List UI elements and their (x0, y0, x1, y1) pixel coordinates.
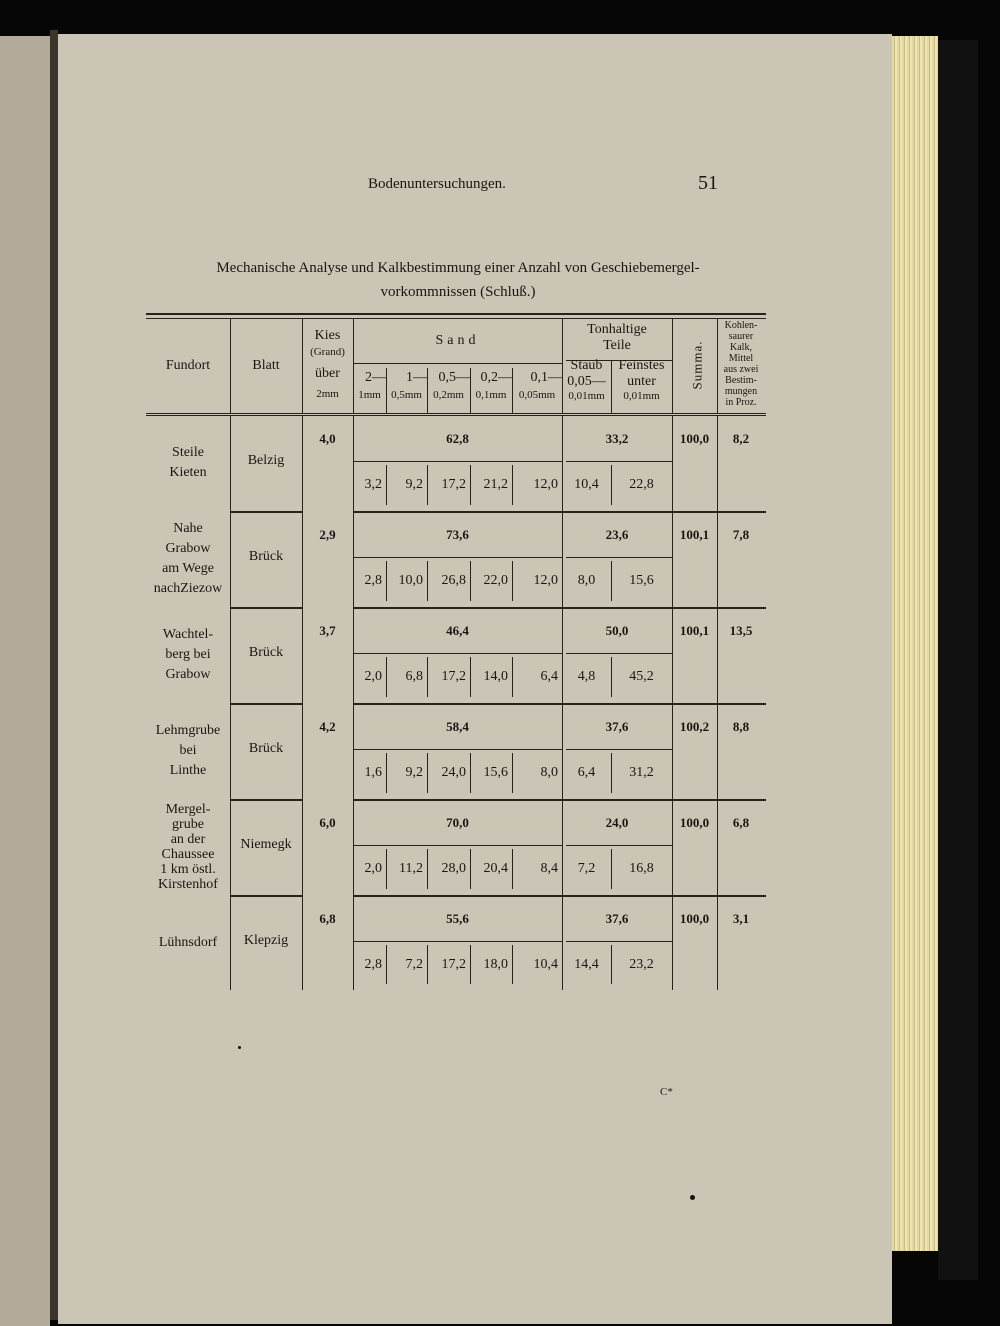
summa-value: 100,0 (679, 431, 710, 446)
fundort-line: Grabow (165, 541, 211, 556)
blatt-value: Klepzig (243, 933, 289, 948)
blatt-value: Brück (248, 741, 284, 756)
header-staub-range: 0,05— (567, 374, 606, 389)
rule-line (353, 461, 562, 462)
fundort-line: Linthe (169, 763, 207, 778)
fundort-line: Mergel- (165, 802, 211, 817)
rule-line (353, 895, 766, 897)
header-staub: Staub (570, 358, 603, 373)
fundort-line: Chaussee (161, 847, 215, 862)
kalk-value: 6,8 (732, 815, 750, 830)
ton-total: 50,0 (605, 623, 629, 638)
summa-value: 100,1 (679, 527, 710, 542)
sand-fraction-value: 26,8 (441, 573, 466, 588)
sand-fraction-value: 8,4 (540, 861, 558, 876)
rule-line (230, 799, 302, 801)
sand-fraction-value: 17,2 (441, 477, 466, 492)
sand-fraction-value: 2,8 (364, 957, 382, 972)
rule-line (353, 749, 562, 750)
header-blatt: Blatt (252, 358, 280, 373)
kalk-value: 7,8 (732, 527, 750, 542)
header-kalk-line: aus zwei (723, 364, 759, 375)
blatt-value: Niemegk (240, 837, 292, 852)
sand-fraction-value: 20,4 (483, 861, 508, 876)
header-summa (677, 340, 717, 390)
rule-line (230, 511, 302, 513)
page-edges (892, 36, 938, 1251)
kalk-value: 8,2 (732, 431, 750, 446)
header-sand-fraction: 1— (406, 370, 427, 385)
sand-fraction-value: 12,0 (533, 573, 558, 588)
caption-line-2: vorkommnissen (Schluß.) (380, 284, 536, 300)
staub-value: 10,4 (574, 477, 599, 492)
header-kies-grand: (Grand) (310, 346, 345, 358)
sand-total: 58,4 (446, 719, 469, 734)
sand-fraction-value: 2,0 (364, 861, 382, 876)
ton-total: 37,6 (605, 719, 629, 734)
kies-value: 4,0 (319, 431, 336, 446)
caption-line-1: Mechanische Analyse und Kalkbestimmung einer Anzahl von Geschiebemergel- (216, 260, 700, 276)
sand-fraction-value: 17,2 (441, 957, 466, 972)
header-sand: Sand (435, 333, 480, 348)
staub-value: 8,0 (577, 573, 596, 588)
header-sand-fraction-unit: 1mm (358, 389, 381, 401)
header-kalk-line: in Proz. (725, 397, 757, 408)
header-kalk-line: Bestim- (725, 375, 757, 386)
blatt-value: Brück (248, 549, 284, 564)
rule-line (566, 941, 672, 942)
column-line (672, 318, 673, 413)
rule-line (566, 845, 672, 846)
sand-fraction-value: 17,2 (441, 669, 466, 684)
sand-total: 73,6 (446, 527, 469, 542)
header-kalk-line: Mittel (728, 353, 754, 364)
fundort-line: nachZiezow (153, 581, 223, 596)
staub-value: 7,2 (577, 861, 596, 876)
kies-value: 2,9 (319, 527, 336, 542)
sand-fraction-value: 6,8 (405, 669, 423, 684)
sand-total: 62,8 (446, 431, 469, 446)
blatt-value: Belzig (247, 453, 285, 468)
sand-fraction-value: 14,0 (483, 669, 508, 684)
rule-line (353, 557, 562, 558)
staub-value: 6,4 (577, 765, 596, 780)
running-title: Bodenuntersuchungen. (368, 176, 506, 192)
sand-fraction-value: 21,2 (483, 477, 508, 492)
feinstes-value: 16,8 (629, 861, 654, 876)
sand-fraction-value: 6,4 (540, 669, 558, 684)
header-sand-fraction-unit: 0,5mm (391, 389, 422, 401)
sand-total: 55,6 (446, 911, 469, 926)
rule-line (146, 413, 766, 414)
sand-total: 46,4 (446, 623, 469, 638)
header-sand-fraction: 0,1— (530, 370, 562, 385)
header-sand-fraction: 2— (365, 370, 386, 385)
rule-line (353, 363, 562, 364)
summa-value: 100,1 (679, 623, 710, 638)
ton-total: 24,0 (605, 815, 629, 830)
sand-fraction-value: 10,0 (398, 573, 423, 588)
header-sand-fraction: 0,5— (438, 370, 470, 385)
header-sand-fraction: 0,2— (480, 370, 512, 385)
sand-fraction-value: 1,6 (364, 765, 382, 780)
header-summa-label: Summa. (689, 340, 705, 390)
staub-value: 4,8 (577, 669, 596, 684)
header-kies-ueber: über (315, 366, 340, 381)
ton-total: 33,2 (605, 431, 629, 446)
sand-fraction-value: 10,4 (533, 957, 558, 972)
fundort-line: an der (170, 832, 206, 847)
fundort-line: bei (179, 743, 197, 758)
left-page-edge (0, 36, 50, 1326)
header-kies-2mm: 2mm (316, 388, 339, 400)
rule-line (353, 799, 766, 801)
blatt-value: Brück (248, 645, 284, 660)
rule-line (146, 415, 766, 416)
header-kalk-line: mungen (724, 386, 758, 397)
book-gutter (50, 30, 58, 1320)
book-cover-edge (938, 40, 978, 1280)
rule-line (353, 607, 766, 609)
printer-signature: C* (660, 1086, 673, 1098)
fundort-line: Steile (172, 445, 204, 460)
kalk-value: 13,5 (729, 623, 753, 638)
sand-total: 70,0 (446, 815, 469, 830)
sand-fraction-value: 22,0 (483, 573, 508, 588)
header-kalk-line: Kalk, (730, 342, 752, 353)
summa-value: 100,2 (679, 719, 710, 734)
sand-fraction-value: 9,2 (405, 765, 423, 780)
ton-total: 37,6 (605, 911, 629, 926)
header-sand-fraction-unit: 0,1mm (475, 389, 507, 401)
fundort-line: Kirstenhof (158, 877, 218, 892)
fundort-line: Nahe (173, 521, 203, 536)
header-kies: Kies (314, 328, 341, 343)
rule-line (353, 703, 766, 705)
rule-line (353, 941, 562, 942)
sand-fraction-value: 28,0 (441, 861, 466, 876)
header-sand-fraction-unit: 0,2mm (433, 389, 464, 401)
feinstes-value: 45,2 (629, 669, 654, 684)
rule-line (146, 318, 766, 319)
rule-line (566, 653, 672, 654)
fundort-line: berg bei (165, 647, 211, 662)
staub-value: 14,4 (574, 957, 599, 972)
header-tonhaltige: Tonhaltige (587, 322, 647, 337)
feinstes-value: 22,8 (629, 477, 654, 492)
header-staub-unit: 0,01mm (568, 390, 605, 402)
rule-line (230, 703, 302, 705)
fundort-line: grube (172, 817, 204, 832)
kies-value: 4,2 (319, 719, 336, 734)
rule-line (230, 895, 302, 897)
fundort-line: Lühnsdorf (158, 934, 218, 950)
rule-line (566, 461, 672, 462)
sand-fraction-value: 12,0 (533, 477, 558, 492)
sand-fraction-value: 3,2 (364, 477, 382, 492)
page-number: 51 (698, 172, 718, 194)
sand-fraction-value: 18,0 (483, 957, 508, 972)
fundort-line: Grabow (165, 667, 211, 682)
kies-value: 6,8 (319, 911, 336, 926)
summa-value: 100,0 (679, 815, 710, 830)
kies-value: 6,0 (319, 815, 336, 830)
fundort-line: Wachtel- (162, 627, 214, 642)
feinstes-value: 31,2 (629, 765, 654, 780)
fundort-line: am Wege (162, 561, 214, 576)
rule-line (353, 653, 562, 654)
ink-speck (690, 1195, 695, 1200)
rule-line (353, 511, 766, 513)
fundort-line: Kieten (169, 465, 207, 480)
sand-fraction-value: 8,0 (540, 765, 558, 780)
sand-fraction-value: 24,0 (441, 765, 466, 780)
header-unter: unter (627, 374, 656, 389)
sand-fraction-value: 2,8 (364, 573, 382, 588)
sand-fraction-value: 11,2 (399, 861, 423, 876)
rule-line (566, 557, 672, 558)
ton-total: 23,6 (605, 527, 629, 542)
fundort-line: Lehmgrube (155, 723, 221, 738)
header-feinstes-unit: 0,01mm (623, 390, 660, 402)
header-sand-fraction-unit: 0,05mm (518, 389, 556, 401)
sand-fraction-value: 2,0 (364, 669, 382, 684)
header-feinstes: Feinstes (618, 358, 665, 373)
header-fundort: Fundort (165, 358, 211, 373)
feinstes-value: 23,2 (629, 957, 654, 972)
summa-value: 100,0 (679, 911, 710, 926)
fundort-line: 1 km östl. (160, 862, 216, 877)
ink-speck (238, 1046, 241, 1049)
header-kalk-line: saurer (728, 331, 754, 342)
header-kalk-line: Kohlen- (724, 320, 758, 331)
sand-fraction-value: 7,2 (405, 957, 423, 972)
sand-fraction-value: 15,6 (483, 765, 508, 780)
rule-line (146, 313, 766, 315)
kalk-value: 3,1 (732, 911, 750, 926)
sand-fraction-value: 9,2 (405, 477, 423, 492)
kalk-value: 8,8 (732, 719, 750, 734)
rule-line (566, 749, 672, 750)
kies-value: 3,7 (319, 623, 336, 638)
header-teile: Teile (603, 338, 631, 353)
rule-line (353, 845, 562, 846)
rule-line (230, 607, 302, 609)
feinstes-value: 15,6 (629, 573, 654, 588)
